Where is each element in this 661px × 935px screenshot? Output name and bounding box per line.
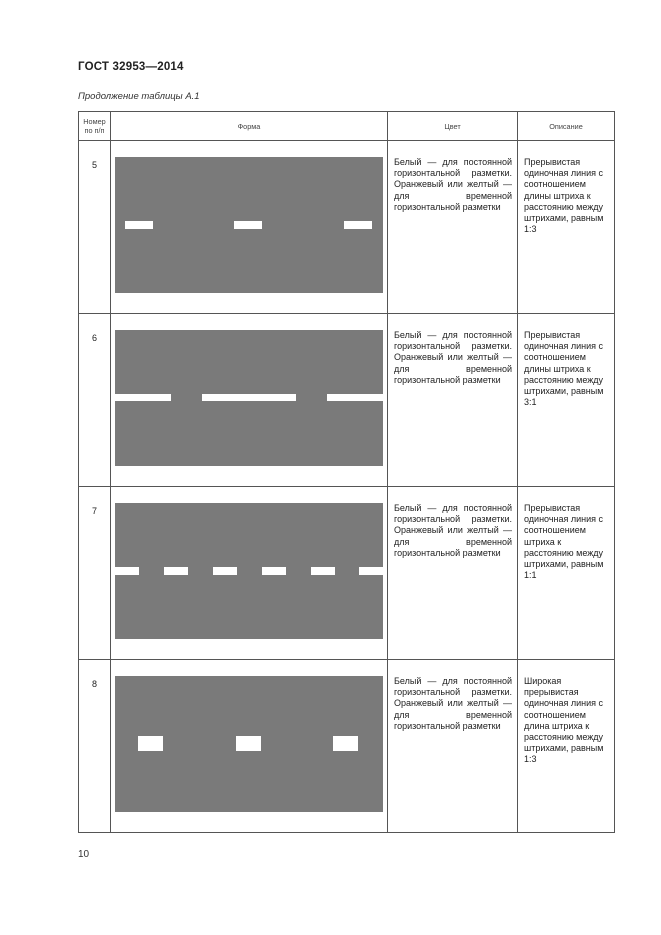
road-illustration — [115, 157, 383, 293]
marking-table — [78, 111, 615, 833]
road-illustration — [115, 676, 383, 812]
color-cell — [388, 660, 518, 833]
marking-dash — [115, 394, 171, 401]
form-cell — [111, 660, 388, 833]
marking-dash — [164, 567, 188, 575]
road-illustration — [115, 503, 383, 639]
description-text: Прерывистая одиночная линия с соотношением длины штриха к расстоянию между штрихами, равным 3:1 — [524, 330, 604, 408]
row-number-cell — [79, 487, 111, 660]
color-text: Белый — для постоянной горизонтальной разметки. Оранжевый или желтый — для временной горизонтальной разметки — [394, 503, 512, 558]
marking-dash — [234, 221, 262, 229]
row-number-cell — [79, 660, 111, 833]
marking-dash — [311, 567, 335, 575]
form-cell — [111, 141, 388, 314]
marking-dash — [359, 567, 383, 575]
color-text: Белый — для постоянной горизонтальной разметки. Оранжевый или желтый — для временной горизонтальной разметки — [394, 676, 512, 731]
marking-dash — [202, 394, 296, 401]
marking-dash — [236, 736, 261, 751]
marking-dash — [125, 221, 153, 229]
row-number: 7 — [91, 506, 97, 516]
marking-dash — [333, 736, 358, 751]
marking-dash — [138, 736, 163, 751]
table-row — [79, 660, 615, 833]
road-illustration — [115, 330, 383, 466]
document-title: ГОСТ 32953—2014 — [78, 61, 184, 73]
row-number-cell — [79, 141, 111, 314]
table-row — [79, 314, 615, 487]
color-cell — [388, 141, 518, 314]
form-cell — [111, 314, 388, 487]
table-row — [79, 141, 615, 314]
form-cell — [111, 487, 388, 660]
description-cell — [518, 660, 615, 833]
description-text: Прерывистая одиночная линия с соотношением длины штриха к расстоянию между штрихами, равным 1:3 — [524, 157, 604, 235]
description-text: Широкая прерывистая одиночная линия с соотношением длина штриха к расстоянию между штрихами, равным 1:3 — [524, 676, 604, 765]
description-cell — [518, 141, 615, 314]
marking-dash — [327, 394, 383, 401]
marking-dash — [115, 567, 139, 575]
column-header-form: Форма — [111, 112, 388, 141]
table-caption: Продолжение таблицы А.1 — [78, 91, 200, 102]
color-cell — [388, 487, 518, 660]
color-cell — [388, 314, 518, 487]
column-header-color: Цвет — [388, 112, 518, 141]
page-number: 10 — [78, 849, 90, 860]
table-row — [79, 487, 615, 660]
description-text: Прерывистая одиночная линия с соотношением штриха к расстоянию между штрихами, равным 1:1 — [524, 503, 604, 581]
color-text: Белый — для постоянной горизонтальной разметки. Оранжевый или желтый — для временной горизонтальной разметки — [394, 330, 512, 385]
marking-dash — [344, 221, 372, 229]
column-header-number: Номер по п/п — [79, 112, 111, 141]
row-number: 5 — [91, 160, 97, 170]
description-cell — [518, 487, 615, 660]
column-header-description: Описание — [518, 112, 615, 141]
table-header-row — [79, 112, 615, 141]
description-cell — [518, 314, 615, 487]
row-number-cell — [79, 314, 111, 487]
color-text: Белый — для постоянной горизонтальной разметки. Оранжевый или желтый — для временной горизонтальной разметки — [394, 157, 512, 212]
marking-dash — [262, 567, 286, 575]
marking-dash — [213, 567, 237, 575]
row-number: 6 — [91, 333, 97, 343]
row-number: 8 — [91, 679, 97, 689]
